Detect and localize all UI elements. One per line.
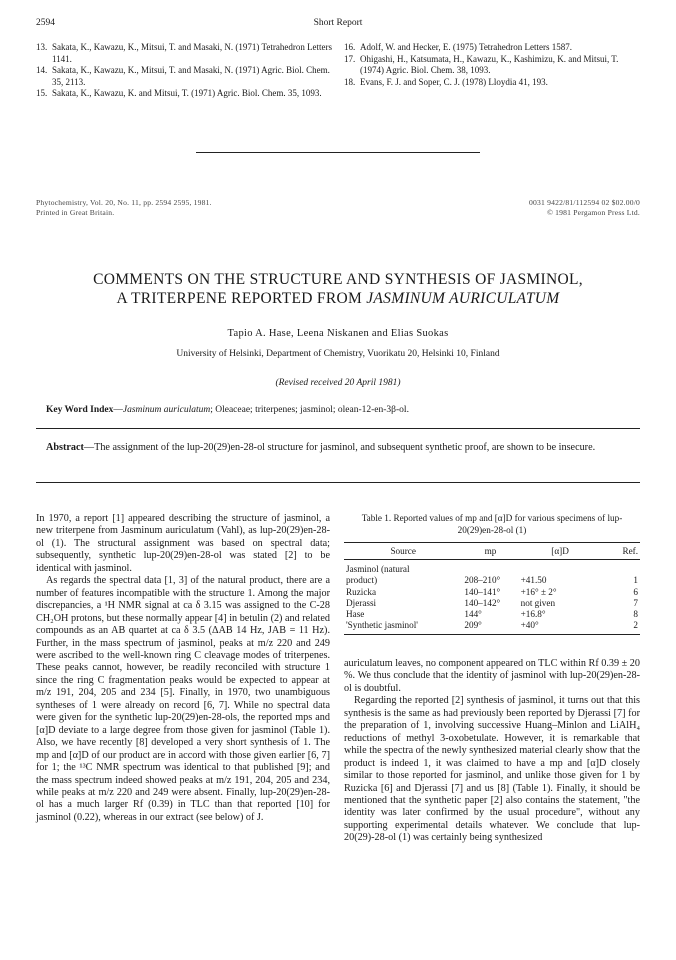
table-cell: +40° xyxy=(519,620,602,634)
reference-item xyxy=(36,42,336,65)
table-row xyxy=(344,587,640,598)
table-cell: 'Synthetic jasminol' xyxy=(344,620,462,634)
data-table xyxy=(344,542,640,635)
reference-text: Adolf, W. and Hecker, E. (1975) Tetrahedron Letters 1587. xyxy=(360,42,573,52)
title-line-2-prefix: A TRITERPENE REPORTED FROM xyxy=(116,290,367,307)
table-cell: 208–210° xyxy=(464,575,501,586)
section-divider xyxy=(196,152,480,153)
body-paragraph: Regarding the reported [2] synthesis of jasminol, it turns out that this synthesis is the same as had previously been reported by Djerassi [7] for the preparation of 1, involving successive Huang–Minlon and LiAlH₄ reductions of methyl 3-oxobetulate. However, it is remarkable that while the spectra of the newly synthesized material clearly show that the product is indeed 1, it was claimed to have a mp and [α]D closely similar to those reported for jasminol, and unlike those given for 1 by Ruzicka [6] and Djerassi [7] and us [8] (Table 1). Finally, it should be mentioned that the synthetic paper [2] also contains the statement, "the identity was later confirmed by the usual procedure", without any supporting experimental details whatever. We conclude that lup-20(29)-28-ol (1) was certainly being synthesized xyxy=(344,695,640,844)
printed-in: Printed in Great Britain. xyxy=(36,207,115,217)
abstract-top-rule xyxy=(36,428,640,429)
reference-text: Sakata, K., Kawazu, K., Mitsui, T. and Masaki, N. (1971) Agric. Biol. Chem. 35, 2113. xyxy=(52,65,330,87)
abstract-text: —The assignment of the lup-20(29)en-28-ol structure for jasminol, and subsequent synthetic proof, are shown to be insecure. xyxy=(83,442,596,453)
references-left xyxy=(36,42,336,100)
table-row xyxy=(344,575,640,586)
table-cell: +41.50 xyxy=(520,575,547,586)
reference-number: 18. xyxy=(344,76,356,87)
keywords xyxy=(46,405,636,415)
body-paragraph: auriculatum leaves, no component appeared on TLC within Rf 0.39 ± 20 %. We thus conclude that the identity of jasminol with lup-20(29)en-28-ol is doubtful. xyxy=(344,658,640,694)
table-cell: not given xyxy=(520,597,556,608)
body-column-left xyxy=(36,513,330,824)
table-cell xyxy=(602,560,641,576)
authors: Tapio A. Hase, Leena Niskanen and Elias Suokas xyxy=(227,328,449,339)
table-row xyxy=(344,560,640,576)
table-cell xyxy=(462,560,518,576)
reference-number: 14. xyxy=(36,65,48,76)
journal-citation: Phytochemistry, Vol. 20, No. 11, pp. 2594 2595, 1981. xyxy=(36,198,212,207)
reference-text: Sakata, K., Kawazu, K. and Mitsui, T. (1971) Agric. Biol. Chem. 35, 1093. xyxy=(52,88,322,99)
title-line-2 xyxy=(0,289,676,308)
article-title xyxy=(0,270,676,308)
copyright-line: © 1981 Pergamon Press Ltd. xyxy=(547,207,640,217)
table-cell: 140–141° xyxy=(464,586,501,597)
title-species: JASMINUM AURICULATUM xyxy=(366,290,560,307)
reference-item xyxy=(36,65,336,88)
page-number: 2594 xyxy=(36,18,55,28)
keywords-rest: ; Oleaceae; triterpenes; jasminol; olean-12-en-3β-ol. xyxy=(210,405,409,415)
reference-item xyxy=(344,42,642,54)
table-row xyxy=(344,620,640,634)
references-right xyxy=(344,42,642,88)
table-header-cell: mp xyxy=(462,543,518,560)
reference-text: Sakata, K., Kawazu, K., Mitsui, T. and Masaki, N. (1971) Tetrahedron Letters 1141. xyxy=(52,42,333,64)
keywords-label: Key Word Index xyxy=(46,405,114,415)
running-title: Short Report xyxy=(313,18,363,28)
table-cell: +16.8° xyxy=(520,609,546,620)
table-cell: Djerassi xyxy=(346,597,377,608)
abstract-label: Abstract xyxy=(46,442,84,453)
reference-number: 17. xyxy=(344,53,356,64)
table-cell: Ruzicka xyxy=(346,586,377,597)
reference-number: 16. xyxy=(344,42,356,52)
revised-date xyxy=(0,378,676,388)
reference-text: Ohigashi, H., Katsumata, H., Kawazu, K., Kashimizu, K. and Mitsui, T. (1974) Agric. Biol. Chem. 38, 1093. xyxy=(360,53,619,76)
table-cell: Hase xyxy=(346,609,365,620)
revised-text: (Revised received 20 April 1981) xyxy=(275,378,401,388)
table-row xyxy=(344,598,640,609)
body-paragraph: In 1970, a report [1] appeared describing the structure of jasminol, a new triterpene from Jasminum auriculatum (Vahl), as lup-20(29)en-28-ol (1). The structural assignment was based on spectral data; subsequently, synthetic lup-20(29)en-28-ol was stated [2] to be identical with jasminol. xyxy=(36,513,330,574)
keywords-species: Jasminum auriculatum xyxy=(122,405,211,415)
reference-text: Evans, F. J. and Soper, C. J. (1978) Lloydia 41, 193. xyxy=(360,76,548,87)
table-cell: 8 xyxy=(633,609,638,620)
body-paragraph: As regards the spectral data [1, 3] of the natural product, there are a number of features incompatible with the structure 1. Among the major discrepancies, a ¹H NMR signal at ca δ 3.15 was assigned to the C-28 CH₂OH protons, but these normally appear [4] in betulin (2) and related compounds as an AB quartet at ca δ 3.5 (ΔAB 14 Hz, JAB = 11 Hz). Further, in the mass spectrum of jasminol, peaks at m/z 220 and 249 were ascribed to the well-known ring C cleavage modes of triterpenes. These peaks cannot, however, be readily reconciled with structure 1 since the ring C fragmentation peaks would be expected to appear at m/z 191, 204, 205 and 234 [5]. Finally, in 1970, two unambiguous syntheses of 1 were already on record [6, 7]. While no spectral data were given for the synthetic lup-20(29)en-28-ols, the reported mps and [α]D deviate to a large degree from those given for jasminol (Table 1). Also, we have recently [8] developed a very short synthesis of 1. The mp and [α]D of our product are in accord with those given earlier [6, 7] for 1; the ¹³C NMR spectrum was identical to that published [9]; and the mass spectrum indeed showed peaks at m/z 191, 204, 205 and 234, while peaks at m/z 220 and 249 were absent. Finally, lup-20(29)en-28-ol has a much larger Rf (0.39) in TLC than that reported [10] for jasminol (0.22), whereas in our extract (see below) of J. xyxy=(36,575,330,823)
table-row xyxy=(344,609,640,620)
table-cell: 1 xyxy=(633,575,638,586)
table-cell: 6 xyxy=(633,586,638,597)
affiliation: University of Helsinki, Department of Chemistry, Vuorikatu 20, Helsinki 10, Finland xyxy=(176,349,500,359)
abstract xyxy=(46,442,636,455)
table-header-cell: Source xyxy=(344,543,462,560)
table-cell: 144° xyxy=(464,609,482,620)
table-cell: Jasminol (natural xyxy=(346,564,410,574)
title-line-1: COMMENTS ON THE STRUCTURE AND SYNTHESIS OF JASMINOL, xyxy=(93,271,583,288)
running-header xyxy=(36,18,640,32)
table-header-cell: Ref. xyxy=(602,543,641,560)
reference-item xyxy=(344,54,642,77)
table-header-cell: [α]D xyxy=(519,543,602,560)
table-caption: Table 1. Reported values of mp and [α]D for various specimens of lup-20(29)en-28-ol (1) xyxy=(361,513,623,535)
journal-meta-right xyxy=(340,198,640,217)
table-cell: 7 xyxy=(633,597,638,608)
journal-meta-left xyxy=(36,198,336,217)
reference-item xyxy=(36,88,336,100)
table-1 xyxy=(344,513,640,635)
abstract-bottom-rule xyxy=(36,482,640,483)
issn-line: 0031 9422/81/112594 02 $02.00/0 xyxy=(529,198,640,207)
body-column-right xyxy=(344,658,640,845)
table-cell: 209° xyxy=(462,620,518,634)
table-cell xyxy=(519,560,602,576)
keywords-dash: — xyxy=(113,405,123,415)
table-cell: 140–142° xyxy=(464,597,501,608)
reference-number: 15. xyxy=(36,88,48,99)
table-cell: 2 xyxy=(602,620,641,634)
reference-number: 13. xyxy=(36,42,48,52)
reference-item xyxy=(344,77,642,89)
table-cell: +16° ± 2° xyxy=(520,586,557,597)
table-cell: product) xyxy=(346,575,378,586)
